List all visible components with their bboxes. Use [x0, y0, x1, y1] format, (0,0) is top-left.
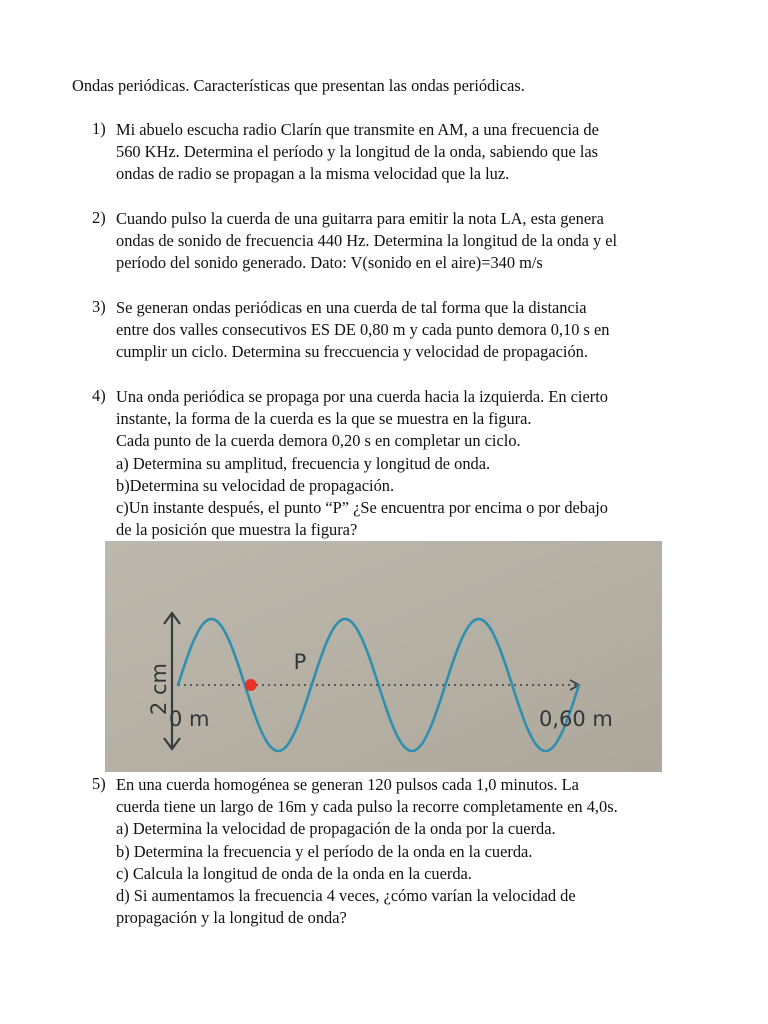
wave-figure — [105, 541, 662, 772]
question-line: Cada punto de la cuerda demora 0,20 s en completar un ciclo. — [116, 431, 521, 451]
question-line: a) Determina la velocidad de propagación de la onda por la cuerda. — [116, 819, 556, 839]
question-line: Se generan ondas periódicas en una cuerda de tal forma que la distancia — [116, 298, 587, 317]
question-line: Cuando pulso la cuerda de una guitarra para emitir la nota LA, esta genera — [116, 209, 604, 228]
question-number: 3) — [92, 297, 106, 316]
question-line: Una onda periódica se propaga por una cuerda hacia la izquierda. En cierto — [116, 387, 608, 406]
question-line: propagación y la longitud de onda? — [116, 908, 347, 928]
document-title: Ondas periódicas. Características que presentan las ondas periódicas. — [72, 76, 525, 95]
end-position-label: 0,60 m — [539, 707, 613, 731]
question-2 — [92, 208, 732, 275]
question-line: c) Calcula la longitud de onda de la onda en la cuerda. — [116, 863, 472, 883]
question-line: ondas de radio se propagan a la misma velocidad que la luz. — [116, 164, 510, 184]
question-number: 1) — [92, 119, 106, 138]
amplitude-label: 2 cm — [147, 662, 171, 716]
question-line: Mi abuelo escucha radio Clarín que transmite en AM, a una frecuencia de — [116, 120, 599, 139]
question-line: cuerda tiene un largo de 16m y cada pulso la recorre completamente en 4,0s. — [116, 797, 618, 817]
question-line: En una cuerda homogénea se generan 120 pulsos cada 1,0 minutos. La — [116, 775, 579, 794]
question-line: cumplir un ciclo. Determina su freccuencia y velocidad de propagación. — [116, 342, 588, 362]
question-line: b)Determina su velocidad de propagación. — [116, 475, 395, 495]
question-5 — [92, 774, 732, 929]
question-line: c)Un instante después, el punto “P” ¿Se encuentra por encima o por debajo — [116, 497, 609, 517]
question-line: 560 KHz. Determina el período y la longitud de la onda, sabiendo que las — [116, 142, 599, 162]
question-number: 4) — [92, 386, 106, 405]
wave-diagram — [105, 541, 662, 772]
question-number: 5) — [92, 774, 106, 793]
question-line: período del sonido generado. Dato: V(sonido en el aire)=340 m/s — [116, 253, 543, 273]
point-p-label: P — [293, 650, 307, 674]
question-number: 2) — [92, 208, 106, 227]
question-line: ondas de sonido de frecuencia 440 Hz. Determina la longitud de la onda y el — [116, 231, 618, 251]
question-line: instante, la forma de la cuerda es la que se muestra en la figura. — [116, 409, 532, 429]
question-line: entre dos valles consecutivos ES DE 0,80 m y cada punto demora 0,10 s en — [116, 320, 610, 340]
question-3 — [92, 297, 732, 364]
question-line: de la posición que muestra la figura? — [116, 520, 358, 540]
question-line: a) Determina su amplitud, frecuencia y longitud de onda. — [116, 453, 491, 473]
point-p-marker — [245, 679, 257, 691]
question-1 — [92, 119, 732, 186]
question-4 — [92, 386, 732, 541]
start-position-label: 0 m — [169, 707, 210, 731]
question-line: d) Si aumentamos la frecuencia 4 veces, ¿cómo varían la velocidad de — [116, 885, 576, 905]
question-line: b) Determina la frecuencia y el período de la onda en la cuerda. — [116, 841, 533, 861]
